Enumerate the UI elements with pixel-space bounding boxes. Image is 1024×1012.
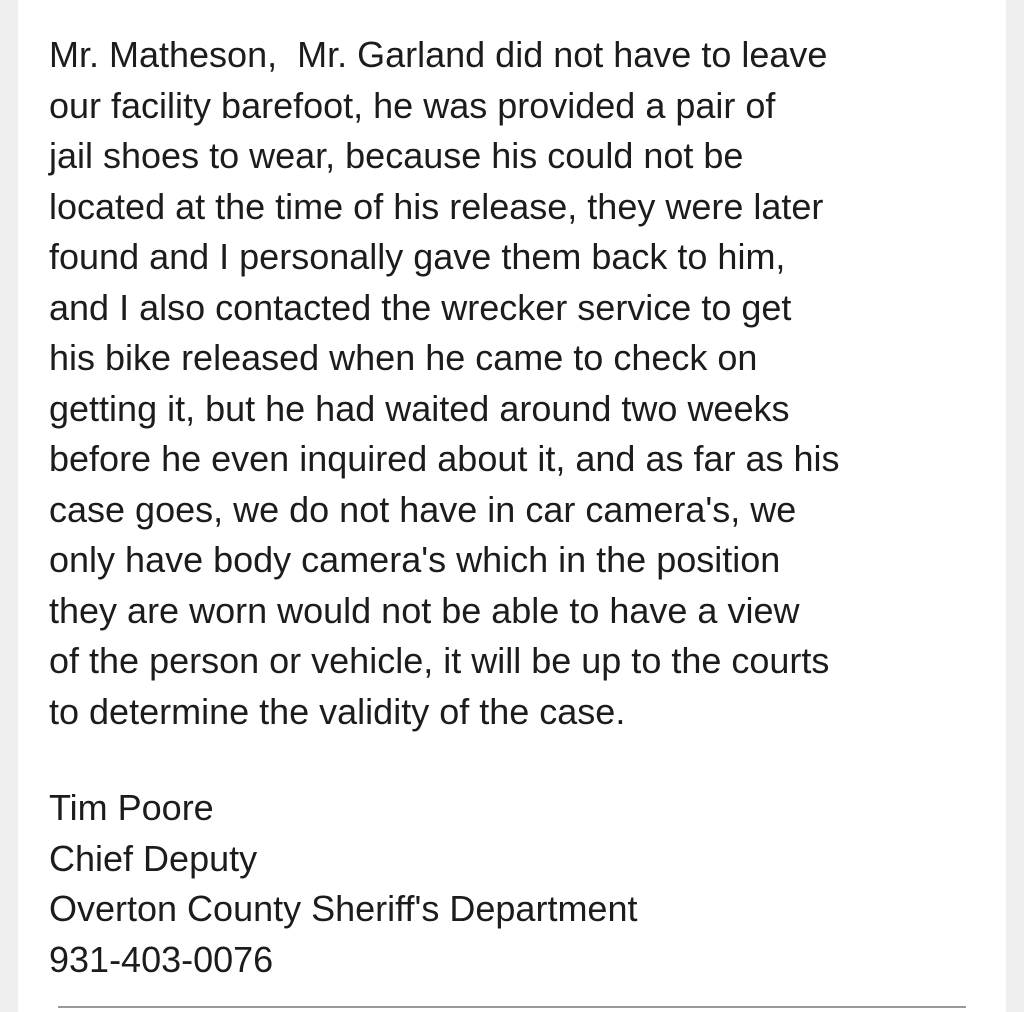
message-line: his bike released when he came to check on [49, 337, 758, 378]
message-line: of the person or vehicle, it will be up to the courts [49, 640, 830, 681]
message-line: found and I personally gave them back to him, [49, 236, 786, 277]
message-body [49, 30, 999, 737]
message-line: only have body camera's which in the position [49, 539, 781, 580]
message-line: to determine the validity of the case. [49, 690, 626, 732]
message-line: located at the time of his release, they were later [49, 185, 824, 227]
message-line: case goes, we do not have in car camera's, we [49, 488, 797, 530]
signature-phone: 931-403-0076 [49, 938, 274, 980]
signature-name: Tim Poore [49, 787, 214, 828]
signature-block [49, 783, 999, 985]
message-line: they are worn would not be able to have a view [49, 589, 800, 631]
message-line: before he even inquired about it, and as far as his [49, 438, 840, 479]
signature-title: Chief Deputy [49, 837, 258, 879]
message-container [18, 0, 1006, 1012]
message-line: getting it, but he had waited around two weeks [49, 387, 790, 429]
message-line: jail shoes to wear, because his could not be [49, 135, 744, 176]
message-line: Mr. Matheson, Mr. Garland did not have to leave [49, 34, 828, 75]
divider [58, 1006, 966, 1008]
message-line: our facility barefoot, he was provided a pair of [49, 84, 776, 126]
signature-department: Overton County Sheriff's Department [49, 888, 638, 929]
message-line: and I also contacted the wrecker service to get [49, 286, 792, 328]
